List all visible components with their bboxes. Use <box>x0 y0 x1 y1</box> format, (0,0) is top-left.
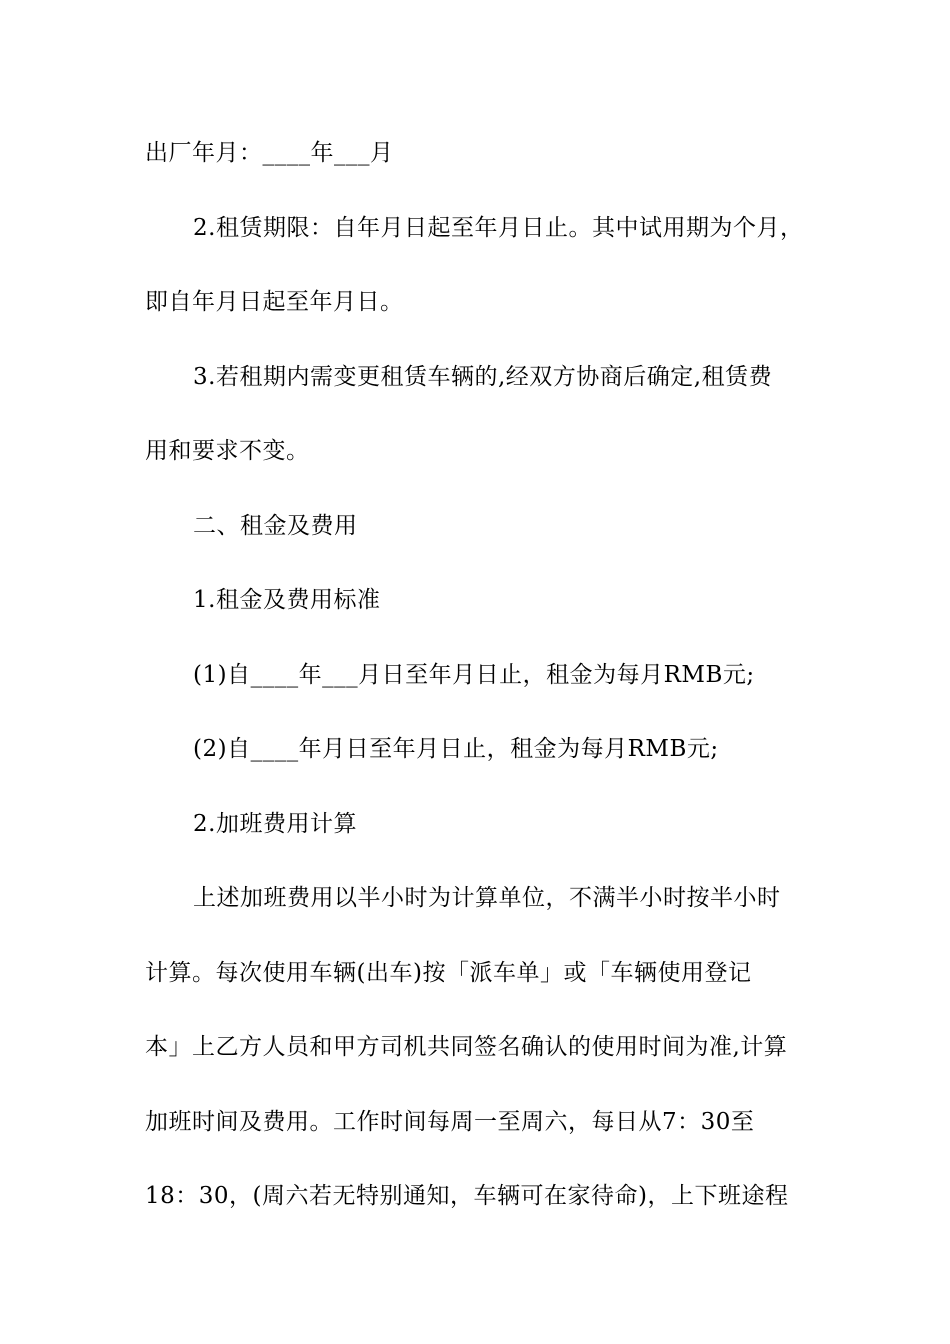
factory-date-line: 出厂年月：____年___月 <box>145 140 394 166</box>
overtime-paragraph-line-5: 18：30，(周六若无特别通知，车辆可在家待命)，上下班途程 <box>145 1183 789 1209</box>
section-heading-rent: 二、租金及费用 <box>193 513 358 539</box>
overtime-heading: 2.加班费用计算 <box>193 811 357 837</box>
lease-term-clause-cont: 即自年月日起至年月日。 <box>145 289 404 315</box>
overtime-paragraph-line-3: 本」上乙方人员和甲方司机共同签名确认的使用时间为准,计算 <box>145 1034 788 1060</box>
lease-term-clause: 2.租赁期限：自年月日起至年月日止。其中试用期为个月， <box>193 215 804 241</box>
rent-period-2: (2)自____年月日至年月日止，租金为每月RMB元; <box>193 736 719 762</box>
overtime-paragraph-line-1: 上述加班费用以半小时为计算单位，不满半小时按半小时 <box>193 885 781 911</box>
rent-period-1: (1)自____年___月日至年月日止，租金为每月RMB元; <box>193 662 755 688</box>
vehicle-change-clause: 3.若租期内需变更租赁车辆的,经双方协商后确定,租赁费 <box>193 364 773 390</box>
overtime-paragraph-line-4: 加班时间及费用。工作时间每周一至周六，每日从7：30至 <box>145 1109 755 1135</box>
vehicle-change-clause-cont: 用和要求不变。 <box>145 438 310 464</box>
rent-standard-heading: 1.租金及费用标准 <box>193 587 381 613</box>
overtime-paragraph-line-2: 计算。每次使用车辆(出车)按「派车单」或「车辆使用登记 <box>145 960 752 986</box>
